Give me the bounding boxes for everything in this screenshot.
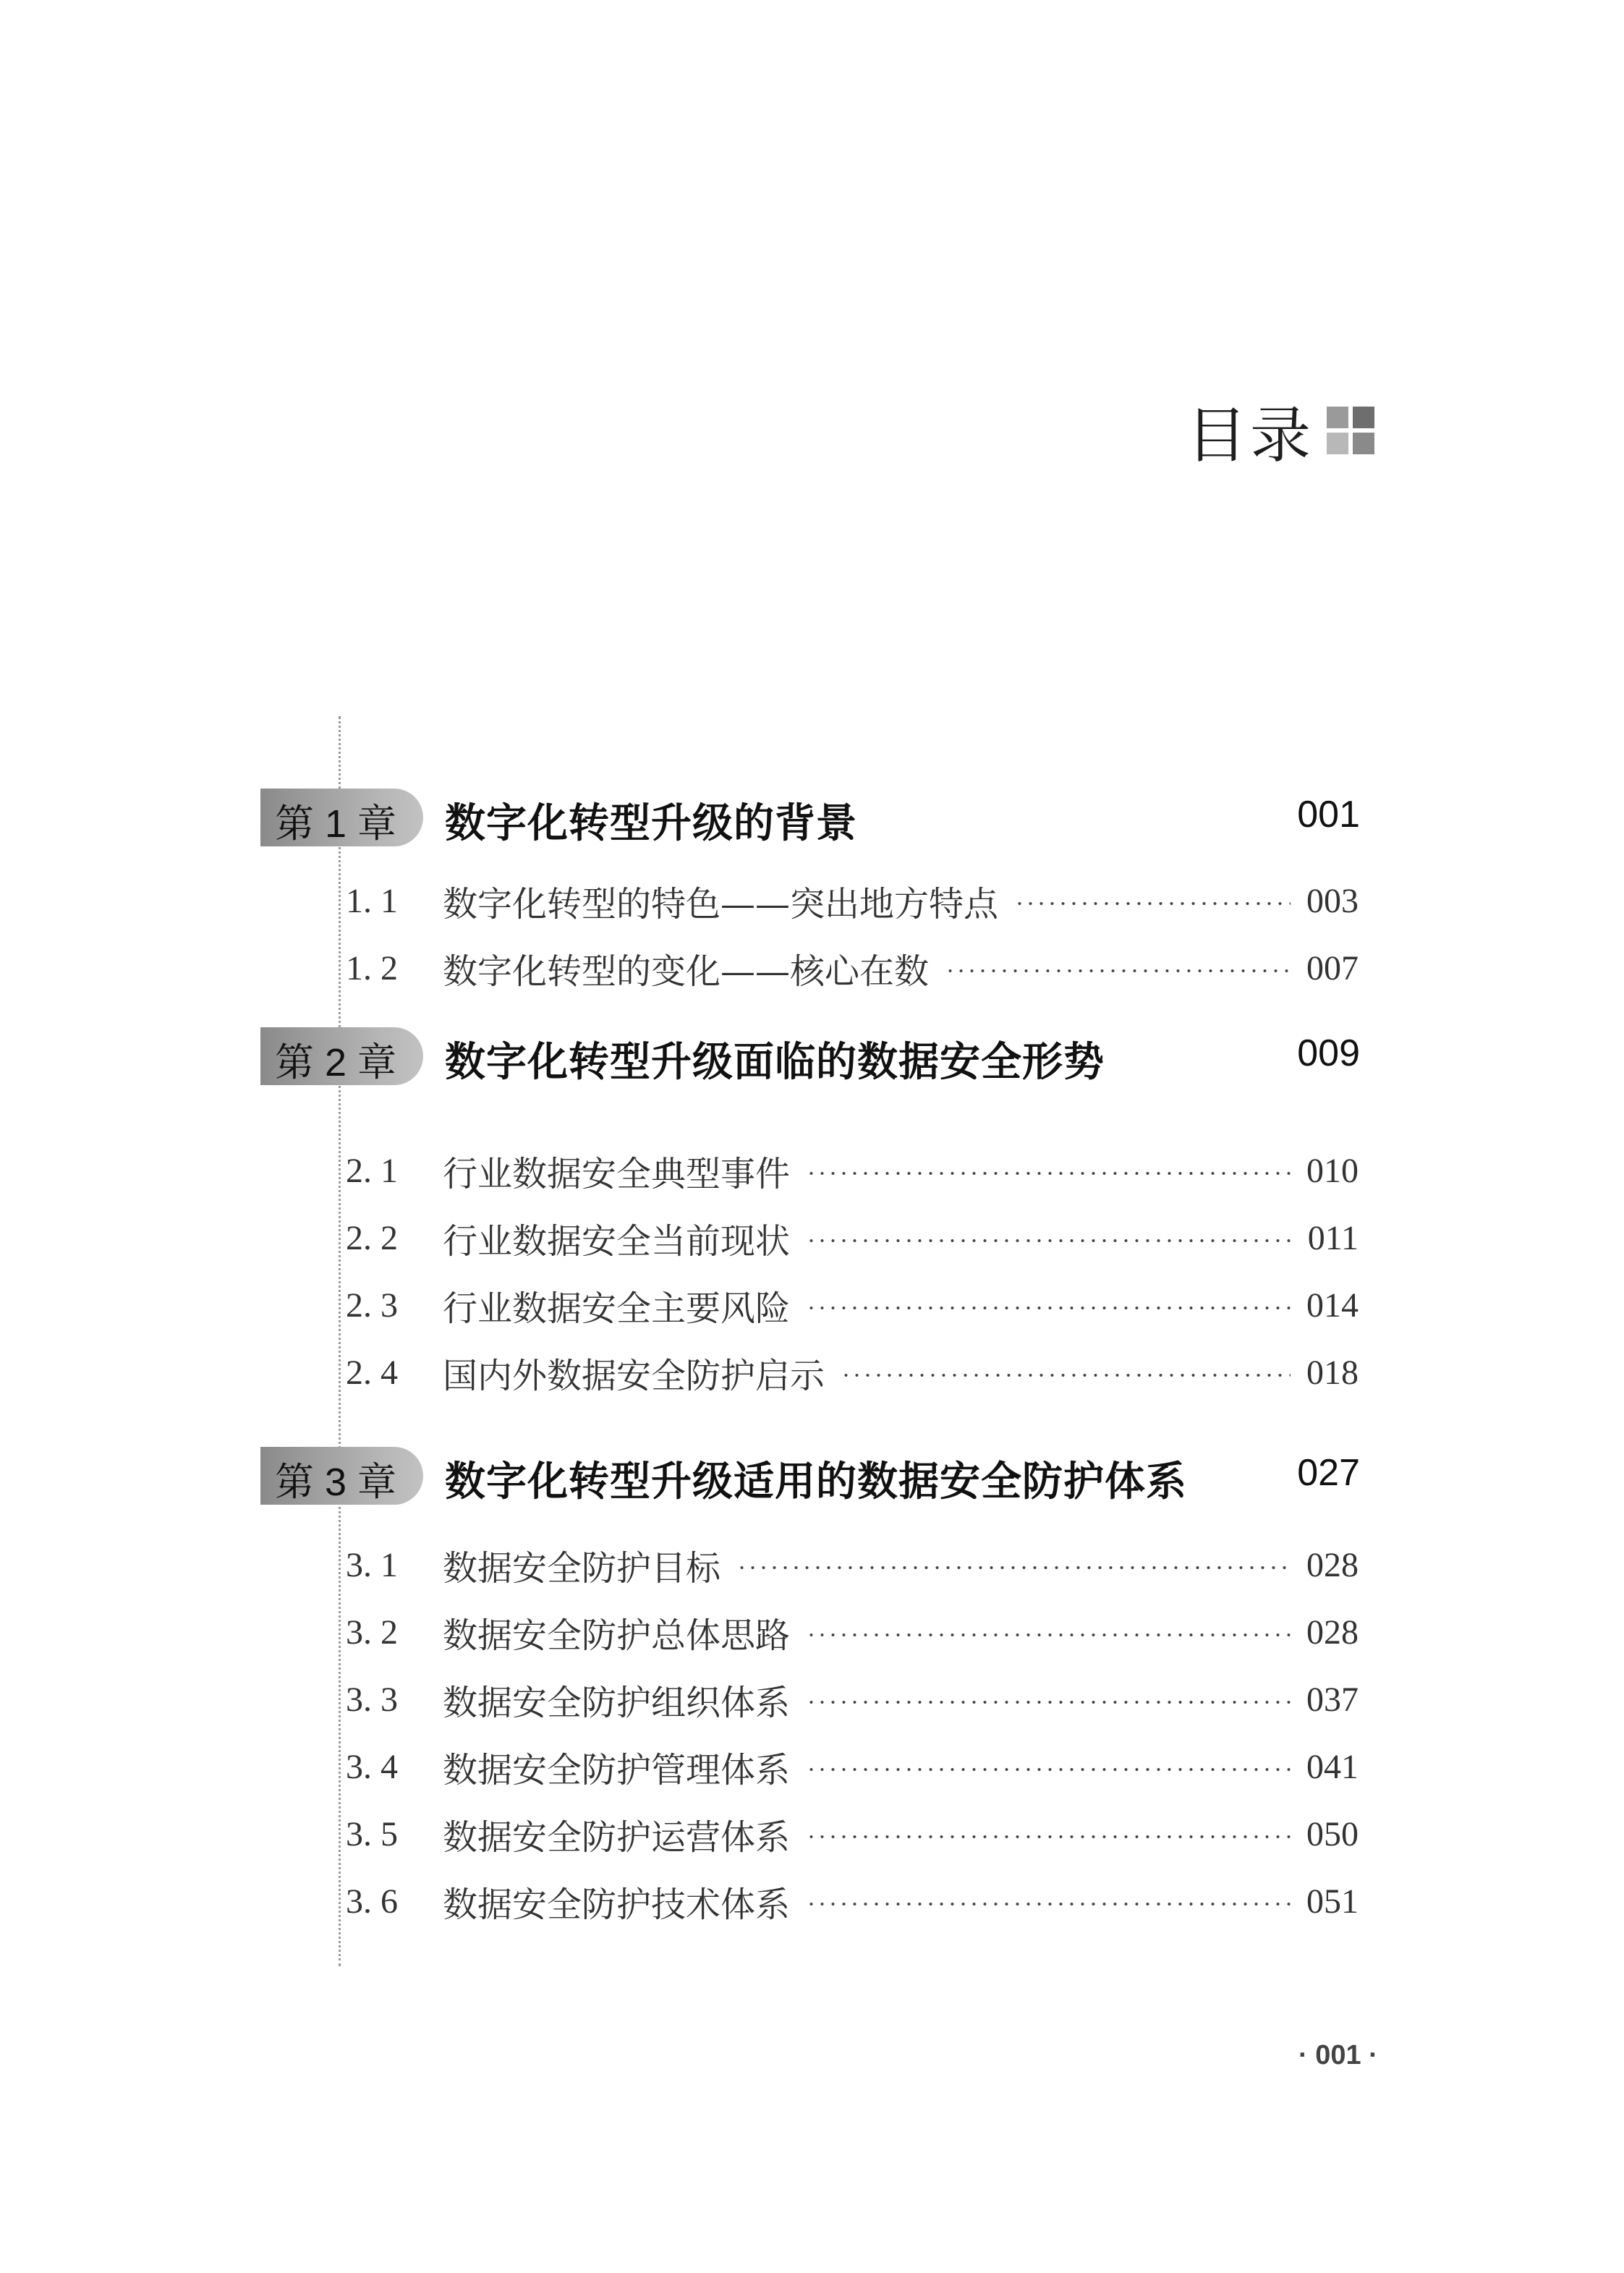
section-page-number: 037 bbox=[1306, 1680, 1359, 1719]
chapter-title: 数字化转型升级的背景 bbox=[445, 800, 857, 847]
chapter-page-number: 009 bbox=[1297, 1032, 1360, 1074]
page-folio: · 001 · bbox=[1298, 2040, 1378, 2070]
toc-entry-2-1[interactable] bbox=[346, 1149, 1359, 1192]
chapter-label: 第 1 章 bbox=[275, 802, 397, 846]
section-title: 行业数据安全当前现状 bbox=[443, 1220, 791, 1262]
toc-entry-3-1[interactable] bbox=[346, 1543, 1359, 1589]
chapter-2-heading[interactable] bbox=[260, 1027, 1360, 1085]
chapter-title: 数字化转型升级面临的数据安全形势 bbox=[445, 1039, 1105, 1086]
dot-leader bbox=[806, 1307, 1291, 1309]
toc-entry-3-4[interactable] bbox=[346, 1745, 1359, 1788]
section-number: 3. 6 bbox=[346, 1882, 398, 1921]
dot-leader bbox=[806, 1239, 1292, 1242]
dot-leader bbox=[806, 1633, 1291, 1636]
section-number: 2. 4 bbox=[346, 1353, 398, 1392]
section-page-number: 010 bbox=[1306, 1151, 1359, 1190]
section-page-number: 007 bbox=[1306, 948, 1359, 987]
dot-leader bbox=[806, 1835, 1291, 1838]
chapter-page-number: 027 bbox=[1297, 1452, 1360, 1494]
section-title: 数字化转型的特色——突出地方特点 bbox=[443, 883, 999, 925]
section-number: 3. 1 bbox=[346, 1545, 398, 1584]
section-number: 3. 2 bbox=[346, 1613, 398, 1652]
section-page-number: 028 bbox=[1306, 1545, 1359, 1584]
chapter-1-heading[interactable] bbox=[260, 789, 1360, 846]
toc-entry-3-5[interactable] bbox=[346, 1812, 1359, 1856]
section-number: 1. 1 bbox=[346, 881, 398, 920]
dot-leader bbox=[841, 1374, 1291, 1377]
section-page-number: 003 bbox=[1306, 881, 1359, 920]
section-title: 行业数据安全典型事件 bbox=[443, 1153, 791, 1194]
toc-title: 目录 bbox=[1186, 399, 1314, 471]
section-number: 3. 4 bbox=[346, 1747, 398, 1786]
section-number: 1. 2 bbox=[346, 948, 398, 987]
section-title: 行业数据安全主要风险 bbox=[443, 1288, 791, 1329]
toc-entry-1-2[interactable] bbox=[346, 946, 1359, 990]
section-page-number: 011 bbox=[1307, 1218, 1359, 1257]
chapter-3-heading[interactable] bbox=[260, 1447, 1360, 1505]
section-page-number: 028 bbox=[1306, 1613, 1359, 1652]
chapter-tab bbox=[260, 1447, 423, 1505]
toc-entry-3-3[interactable] bbox=[346, 1678, 1359, 1721]
section-title: 数据安全防护组织体系 bbox=[443, 1682, 791, 1723]
section-number: 2. 3 bbox=[346, 1286, 398, 1325]
dot-leader bbox=[806, 1903, 1291, 1906]
section-number: 2. 2 bbox=[346, 1218, 398, 1257]
toc-entry-2-3[interactable] bbox=[346, 1283, 1359, 1327]
section-title: 国内外数据安全防护启示 bbox=[443, 1355, 825, 1396]
dotted-spine-line bbox=[339, 716, 341, 1966]
section-title: 数据安全防护总体思路 bbox=[443, 1615, 791, 1656]
chapter-label: 第 2 章 bbox=[275, 1041, 397, 1084]
section-page-number: 041 bbox=[1306, 1747, 1359, 1786]
section-title: 数据安全防护目标 bbox=[443, 1547, 721, 1589]
section-page-number: 051 bbox=[1306, 1882, 1359, 1921]
chapter-title: 数字化转型升级适用的数据安全防护体系 bbox=[445, 1458, 1187, 1505]
section-page-number: 014 bbox=[1306, 1286, 1359, 1325]
dot-leader bbox=[806, 1768, 1291, 1771]
chapter-page-number: 001 bbox=[1297, 794, 1360, 836]
toc-entry-2-4[interactable] bbox=[346, 1351, 1359, 1394]
toc-entry-2-2[interactable] bbox=[346, 1216, 1359, 1262]
section-title: 数据安全防护技术体系 bbox=[443, 1884, 791, 1925]
section-number: 3. 5 bbox=[346, 1814, 398, 1853]
toc-entry-3-6[interactable] bbox=[346, 1879, 1359, 1923]
chapter-tab bbox=[260, 789, 423, 846]
dot-leader bbox=[1014, 902, 1291, 905]
dot-leader bbox=[806, 1172, 1291, 1175]
dot-leader bbox=[806, 1701, 1291, 1704]
dot-leader bbox=[945, 969, 1291, 972]
section-page-number: 050 bbox=[1306, 1814, 1359, 1853]
dot-leader bbox=[736, 1566, 1291, 1569]
toc-heading bbox=[1186, 387, 1374, 474]
section-page-number: 018 bbox=[1306, 1353, 1359, 1392]
section-number: 2. 1 bbox=[346, 1151, 398, 1190]
chapter-tab bbox=[260, 1027, 423, 1085]
section-title: 数据安全防护运营体系 bbox=[443, 1817, 791, 1858]
chapter-label: 第 3 章 bbox=[275, 1461, 397, 1504]
section-title: 数字化转型的变化——核心在数 bbox=[443, 951, 930, 992]
section-title: 数据安全防护管理体系 bbox=[443, 1749, 791, 1790]
toc-entry-3-2[interactable] bbox=[346, 1610, 1359, 1654]
toc-entry-1-1[interactable] bbox=[346, 879, 1359, 925]
section-number: 3. 3 bbox=[346, 1680, 398, 1719]
grid-squares-icon bbox=[1327, 407, 1374, 454]
